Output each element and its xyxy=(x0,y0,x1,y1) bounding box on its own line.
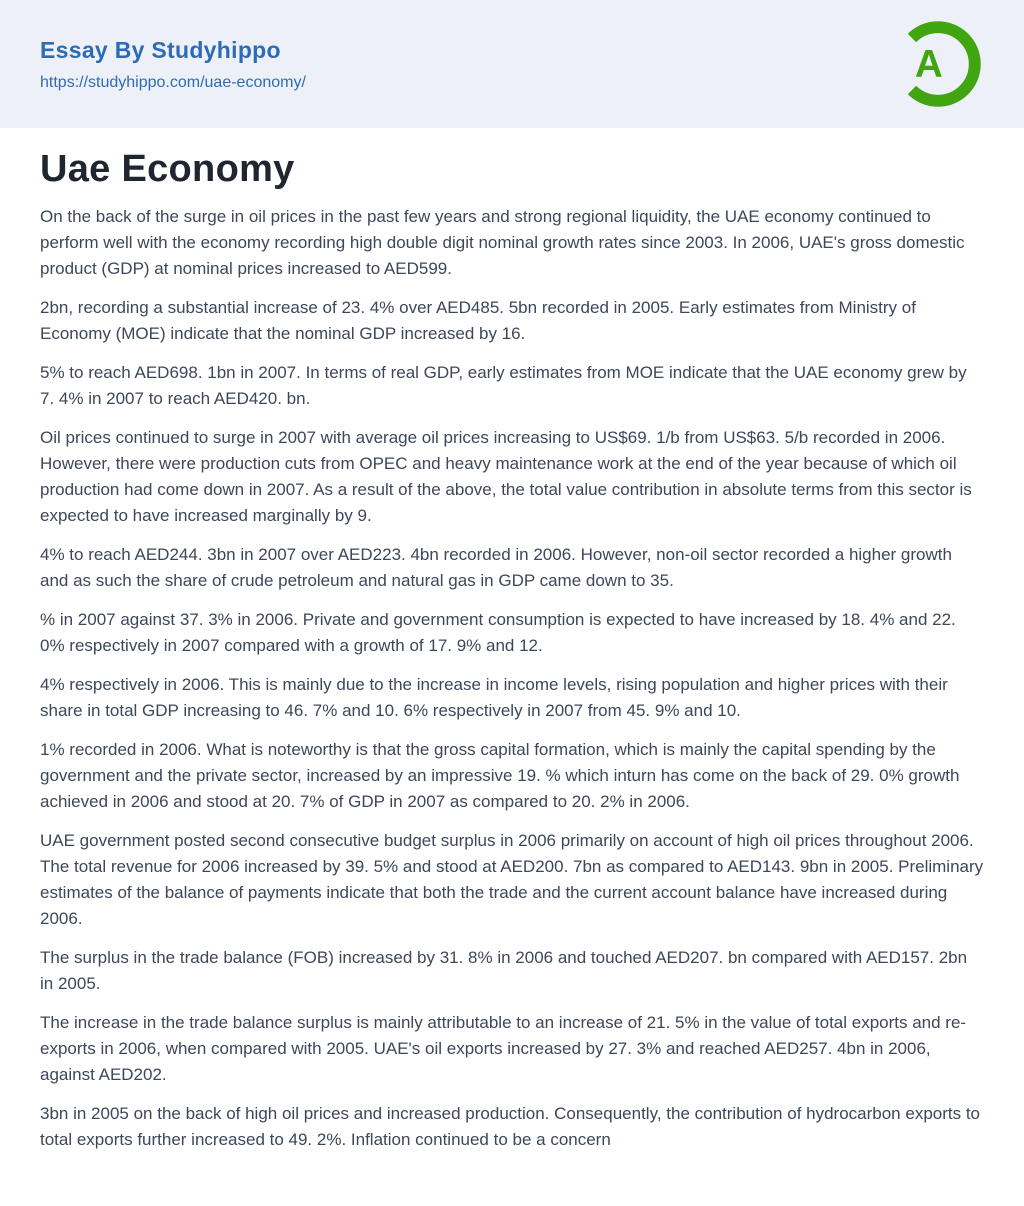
article xyxy=(0,128,1024,1206)
logo-letter: A xyxy=(914,42,943,86)
page-url-link[interactable]: https://studyhippo.com/uae-economy/ xyxy=(40,73,306,91)
article-paragraph: % in 2007 against 37. 3% in 2006. Private and government consumption is expected to have increased by 18. 4% and 22. 0% respectively in 2007 compared with a growth of 17. 9% and 12. xyxy=(40,610,956,655)
article-paragraph: 2bn, recording a substantial increase of 23. 4% over AED485. 5bn recorded in 2005. Early estimates from Ministry of Economy (MOE) indicate that the nominal GDP increased by 16. xyxy=(40,298,916,343)
site-title: Essay By Studyhippo xyxy=(40,36,281,63)
article-paragraph: On the back of the surge in oil prices in the past few years and strong regional liquidity, the UAE economy continued to perform well with the economy recording high double digit nominal growth rates since 2003. In 2006, UAE's gross domestic product (GDP) at nominal prices increased to AED599. xyxy=(40,207,965,278)
page-header xyxy=(0,0,1024,128)
article-paragraph: 4% respectively in 2006. This is mainly due to the increase in income levels, rising population and higher prices with their share in total GDP increasing to 46. 7% and 10. 6% respectively in 2007 from 45. 9% and 10. xyxy=(40,675,948,720)
article-paragraph: The surplus in the trade balance (FOB) increased by 31. 8% in 2006 and touched AED207. bn compared with AED157. 2bn in 2005. xyxy=(40,948,968,993)
article-body xyxy=(40,204,984,1153)
article-paragraph: 5% to reach AED698. 1bn in 2007. In terms of real GDP, early estimates from MOE indicate that the UAE economy grew by 7. 4% in 2007 to reach AED420. bn. xyxy=(40,363,967,408)
page-title: Uae Economy xyxy=(40,148,295,190)
article-paragraph: 4% to reach AED244. 3bn in 2007 over AED223. 4bn recorded in 2006. However, non-oil sector recorded a higher growth and as such the share of crude petroleum and natural gas in GDP came down to 35. xyxy=(40,545,952,590)
header-text-block xyxy=(40,37,306,92)
article-paragraph: The increase in the trade balance surplus is mainly attributable to an increase of 21. 5% in the value of total exports and re-exports in 2006, when compared with 2005. UAE's oil exports increased by 27. 3% and reached AED257. 4bn in 2006, against AED202. xyxy=(40,1013,967,1084)
studyhippo-logo-icon xyxy=(892,18,984,110)
article-paragraph: 1% recorded in 2006. What is noteworthy is that the gross capital formation, which is mainly the capital spending by the government and the private sector, increased by an impressive 19. % which inturn has come on the back of 29. 0% growth achieved in 2006 and stood at 20. 7% of GDP in 2007 as compared to 20. 2% in 2006. xyxy=(40,740,960,811)
article-paragraph: Oil prices continued to surge in 2007 with average oil prices increasing to US$69. 1/b from US$63. 5/b recorded in 2006. However, there were production cuts from OPEC and heavy maintenance work at the end of the year because of which oil production had come down in 2007. As a result of the above, the total value contribution in absolute terms from this sector is expected to have increased marginally by 9. xyxy=(40,428,972,525)
studyhippo-logo xyxy=(892,18,984,110)
article-paragraph: UAE government posted second consecutive budget surplus in 2006 primarily on account of high oil prices throughout 2006. The total revenue for 2006 increased by 39. 5% and stood at AED200. 7bn as compared to AED143. 9bn in 2005. Preliminary estimates of the balance of payments indicate that both the trade and the current account balance have increased during 2006. xyxy=(40,831,984,928)
article-paragraph: 3bn in 2005 on the back of high oil prices and increased production. Consequently, the contribution of hydrocarbon exports to total exports further increased to 49. 2%. Inflation continued to be a concern xyxy=(40,1104,981,1149)
